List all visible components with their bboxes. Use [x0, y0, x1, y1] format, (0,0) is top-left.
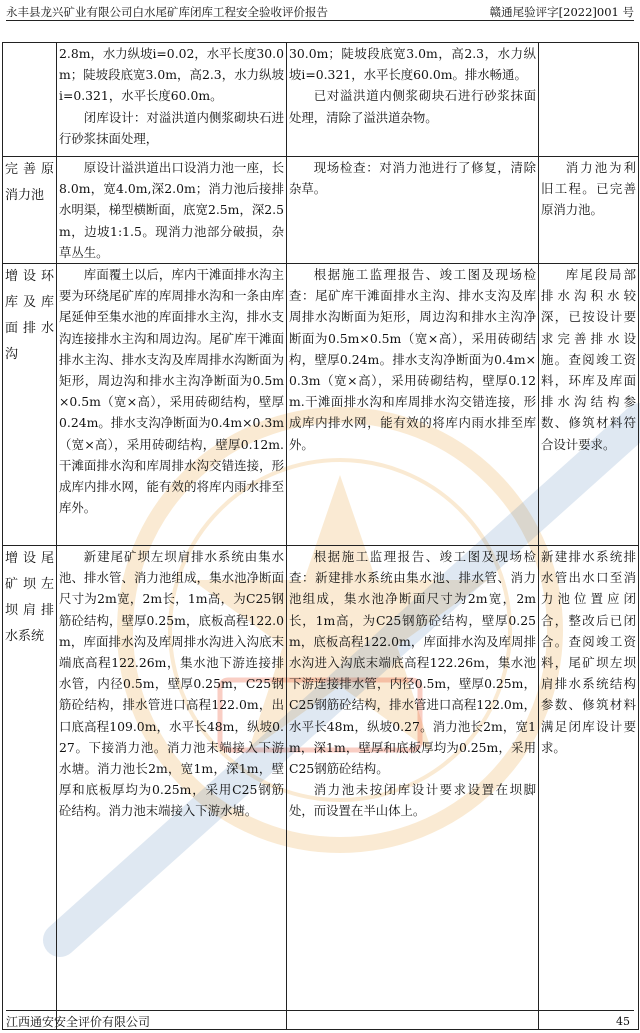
design-cell: 2.8m，水力纵坡i=0.02，水平长度30.0m；陡坡段底宽3.0m，高2.3，水力纵坡i=0.321，水平长度60.0m。 闭库设计：对溢洪道内侧浆砌块石进行砂浆抹面处理，	[57, 43, 287, 157]
table-row	[3, 43, 639, 157]
table-row	[3, 264, 639, 546]
document-number: 赣通尾验评字[2022]001 号	[489, 5, 634, 19]
design-cell: 原设计溢洪道出口设消力池一座，长8.0m，宽4.0m,深2.0m；消力池后接排水明渠，梯型横断面，底宽2.5m，深2.5m，边坡1:1.5。现消力池部分破损，杂草丛生。	[57, 157, 287, 264]
conclusion-cell: 库尾段局部排水沟积水较深，已按设计要求完善排水设施。查阅竣工资料，环库及库面排水沟结构参数、修筑材料符合设计要求。	[539, 264, 639, 546]
company-name: 江西通安安全评价有限公司	[6, 1015, 151, 1029]
check-cell: 根据施工监理报告、竣工图及现场检查：新建排水系统由集水池、排水管、消力池组成，集水池净断面尺寸为2m宽，2m长，1m高，为C25钢筋砼结构，壁厚0.25m，底板高程122.0m，库面排水沟及库周排水沟进入沟底末端底高程122.26m，集水池下游连接排水管，内径0.5m，壁厚0.25m，C25钢筋砼结构，排水管进口高程122.0m，水平长48m，纵坡0.27。消力池长2m，宽1m，深1m，壁厚和底板厚均为0.25m，采用C25钢筋砼结构。 消力池未按闭库设计要求设置在坝脚处，而设置在半山体上。	[287, 546, 539, 1030]
check-cell: 30.0m；陡坡段底宽3.0m，高2.3，水力纵坡i=0.321，水平长度60.0m。排水畅通。 已对溢洪道内侧浆砌块石进行砂浆抹面处理，清除了溢洪道杂物。	[287, 43, 539, 157]
page-header	[6, 4, 634, 21]
item-cell	[3, 43, 57, 157]
conclusion-cell: 消力池为利旧工程。已完善原消力池。	[539, 157, 639, 264]
report-title: 永丰县龙兴矿业有限公司白水尾矿库闭库工程安全验收评价报告	[6, 5, 328, 19]
item-cell: 完善原消力池	[3, 157, 57, 264]
item-cell: 增设环库及库面排水沟	[3, 264, 57, 546]
item-cell: 增设尾矿坝左坝肩排水系统	[3, 546, 57, 1030]
table-row	[3, 546, 639, 1030]
page-number: 45	[616, 1015, 630, 1028]
design-cell: 新建尾矿坝左坝肩排水系统由集水池、排水管、消力池组成，集水池净断面尺寸为2m宽，2m长，1m高，为C25钢筋砼结构，壁厚0.25m，底板高程122.0m，库面排水沟及库周排水沟进入沟底末端底高程122.26m，集水池下游连接排水管，内径0.5m，壁厚0.25m，C25钢筋砼结构，排水管进口高程122.0m，出口底高程109.0m，水平长48m，纵坡0.27。下接消力池。消力池末端接入下游水塘。消力池长2m，宽1m，深1m，壁厚和底板厚均为0.25m，采用C25钢筋砼结构。消力池末端接入下游水塘。	[57, 546, 287, 1030]
design-cell: 库面覆土以后，库内干滩面排水沟主要为环绕尾矿库的库周排水沟和一条由库尾延伸至集水池的库面排水主沟，排水支沟连接排水主沟和周边沟。尾矿库干滩面排水主沟、排水支沟及库周排水沟断面为矩形，周边沟和排水主沟净断面为0.5m×0.5m（宽×高），采用砖砌结构，壁厚0.24m。排水支沟净断面为0.4m×0.3m（宽×高），采用砖砌结构，壁厚0.12m.干滩面排水沟和库周排水沟交错连接，形成库内排水网，能有效的将库内雨水排至库外。	[57, 264, 287, 546]
table-row	[3, 157, 639, 264]
check-cell: 根据施工监理报告、竣工图及现场检查：尾矿库干滩面排水主沟、排水支沟及库周排水沟断面为矩形，周边沟和排水主沟净断面为0.5m×0.5m（宽×高），采用砖砌结构，壁厚0.24m。排水支沟净断面为0.4m×0.3m（宽×高），采用砖砌结构，壁厚0.12m.干滩面排水沟和库周排水沟交错连接，形成库内排水网，能有效的将库内雨水排至库外。	[287, 264, 539, 546]
conclusion-cell	[539, 43, 639, 157]
acceptance-table	[2, 42, 639, 1030]
check-cell: 现场检查：对消力池进行了修复，清除杂草。	[287, 157, 539, 264]
conclusion-cell: 新建排水系统排水管出水口至消力池位置应闭合，整改后已闭合。查阅竣工资料，尾矿坝左坝肩排水系统结构参数、修筑材料满足闭库设计要求。	[539, 546, 639, 1030]
